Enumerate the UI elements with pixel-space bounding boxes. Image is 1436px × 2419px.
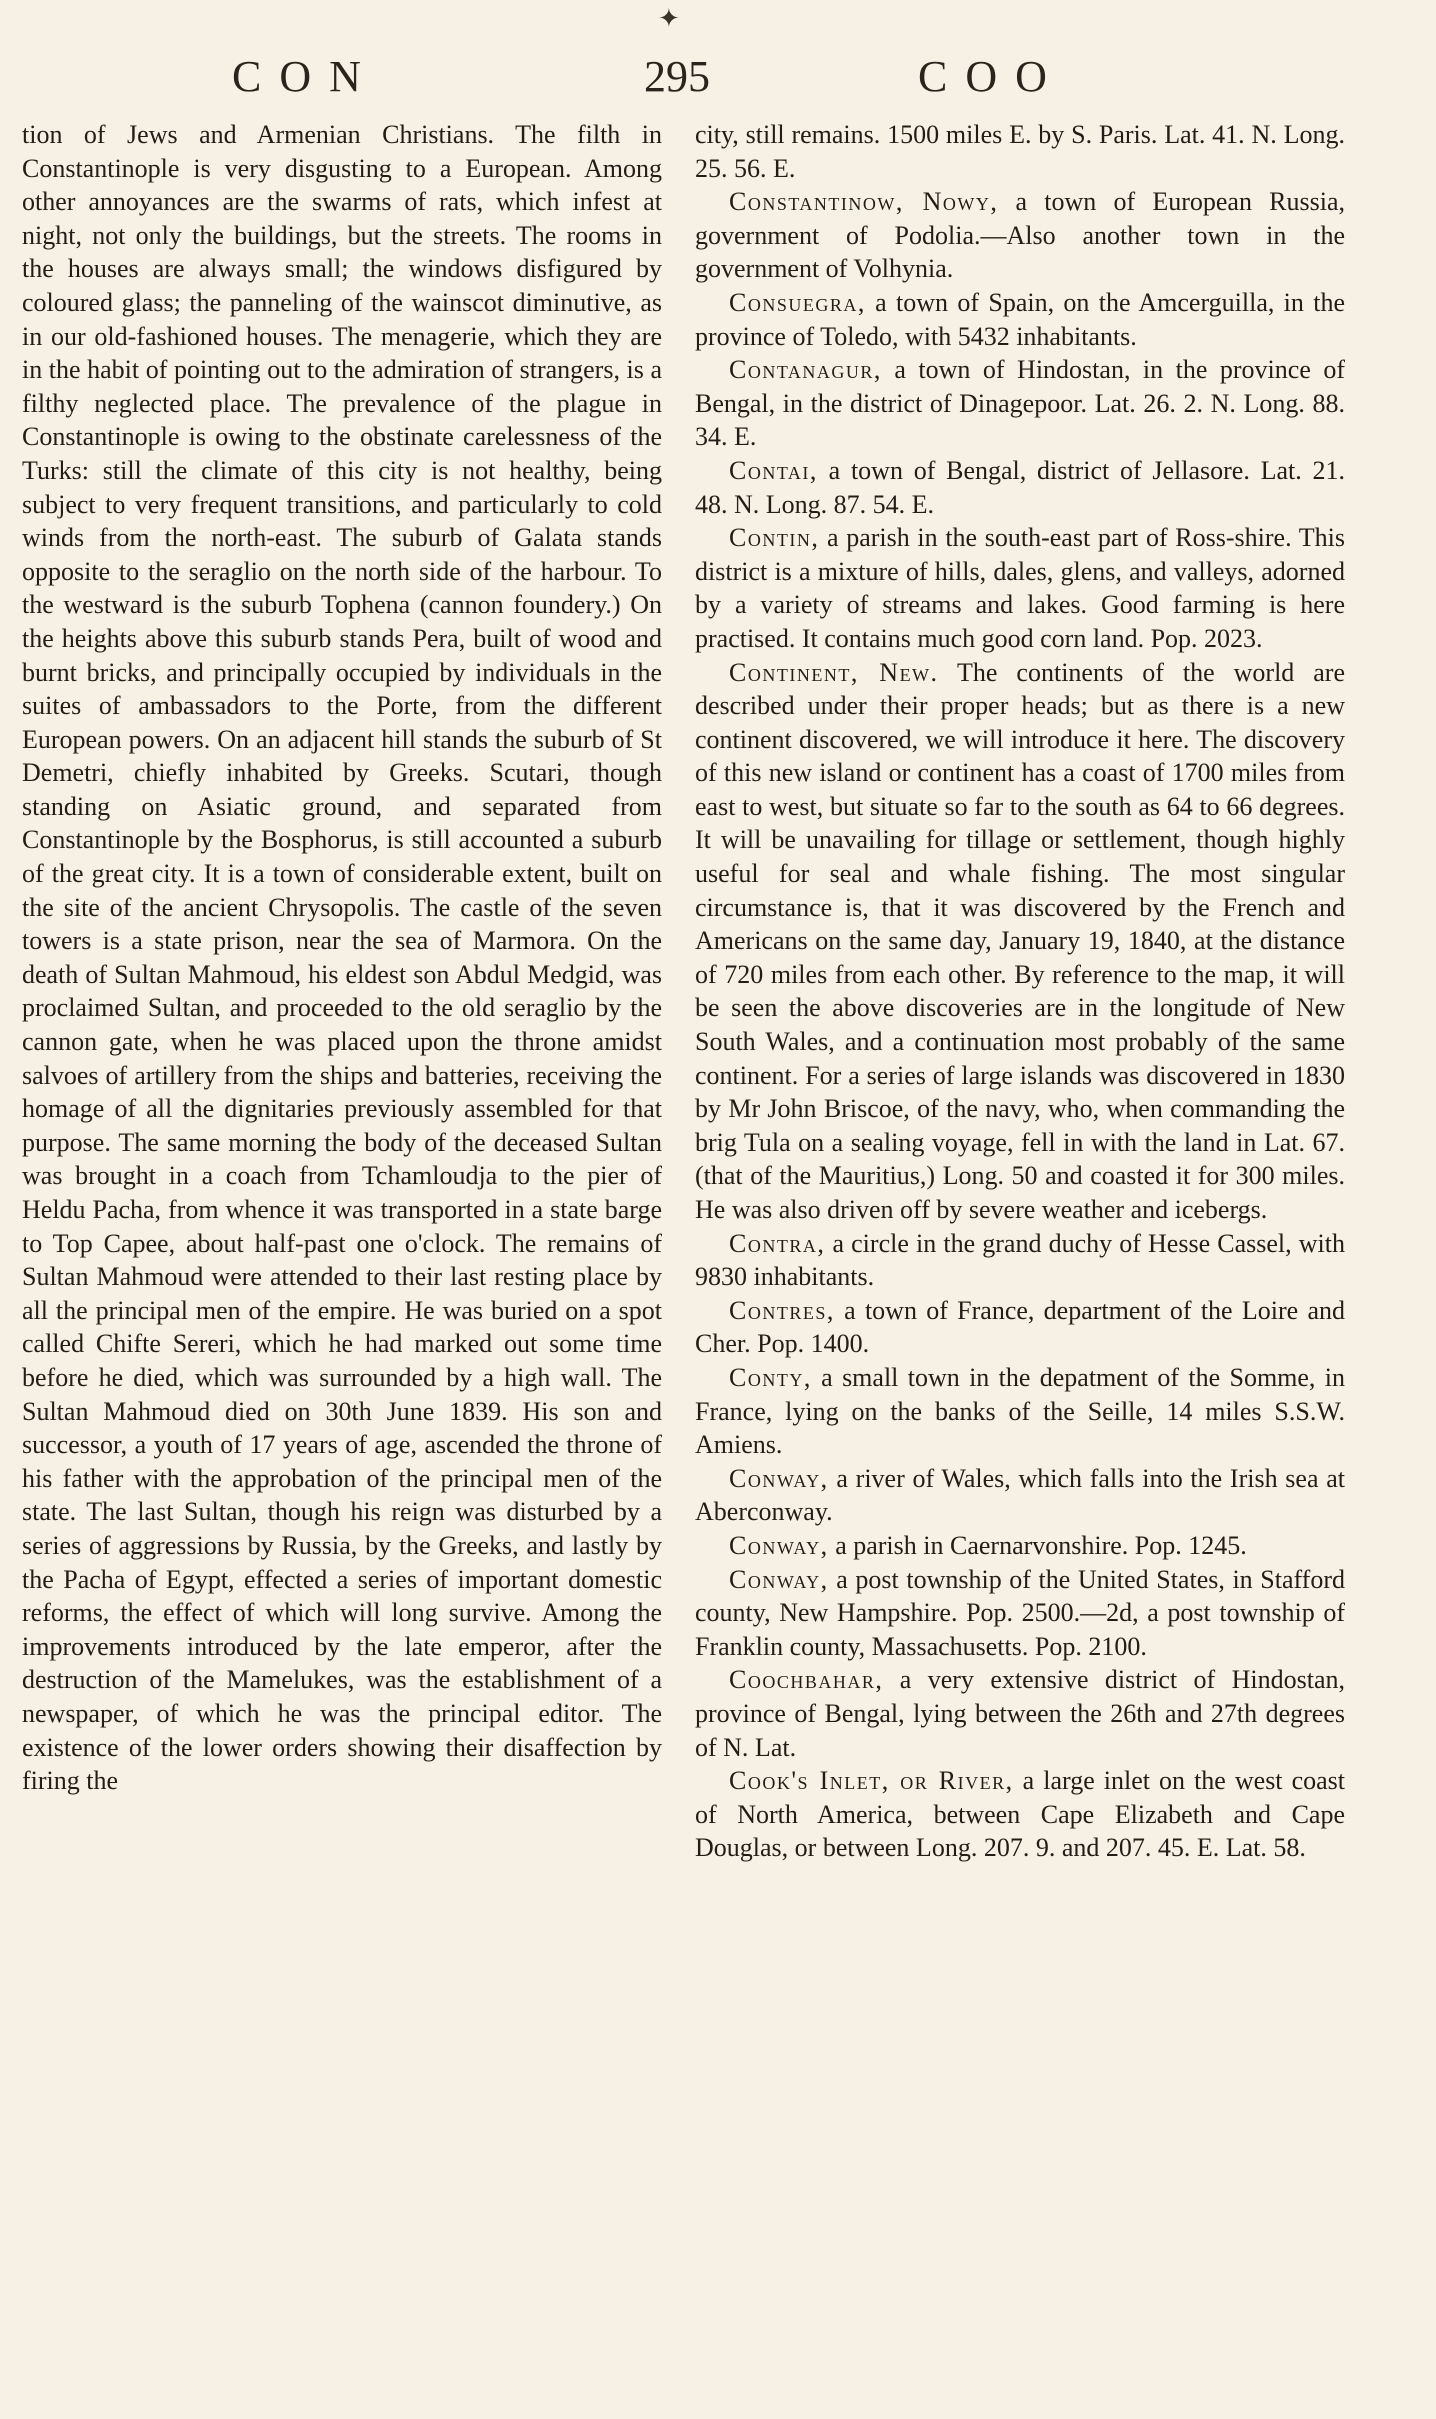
gazetteer-entry bbox=[695, 1227, 1345, 1294]
entry-text: a town of Spain, on the Amcerguilla, in the province of Toledo, with 5432 inhabitants. bbox=[695, 287, 1345, 351]
entry-headword: Consuegra, bbox=[729, 287, 866, 317]
gazetteer-entry bbox=[695, 353, 1345, 454]
gazetteer-entry bbox=[695, 1294, 1345, 1361]
gazetteer-entry bbox=[695, 1663, 1345, 1764]
ornament-glyph: ✦ bbox=[658, 4, 680, 33]
entry-headword: Coochbahar, bbox=[729, 1665, 884, 1695]
gazetteer-entry bbox=[695, 656, 1345, 1227]
gazetteer-entry bbox=[695, 286, 1345, 353]
gazetteer-entry bbox=[695, 1764, 1345, 1865]
entry-text: a post township of the United States, in Stafford county, New Hampshire. Pop. 2500.—2d, a post township of Franklin county, Massachusetts. Pop. 2100. bbox=[695, 1564, 1345, 1661]
entry-text: a circle in the grand duchy of Hesse Cassel, with 9830 inhabitants. bbox=[695, 1228, 1345, 1292]
entry-text: a town of Hindostan, in the province of Bengal, in the district of Dinagepoor. Lat. 26. 2. N. Long. 88. 34. E. bbox=[695, 355, 1345, 452]
entry-headword: Contanagur, bbox=[729, 355, 882, 385]
entry-text: The continents of the world are described under their proper heads; but as there is a new continent discovered, we will introduce it here. The discovery of this new island or continent has a coast of 1700 miles from east to west, but situate so far to the south as 64 to 66 degrees. It will be unavailing for tillage or settlement, though highly useful for seal and whale fishing. The most singular circumstance is, that it was discovered by the French and Americans on the same day, January 19, 1840, at the distance of 720 miles from each other. By reference to the map, it will be seen the above discoveries are in the longitude of New South Wales, and a continuation most probably of the same continent. For a series of large islands was discovered in 1830 by Mr John Briscoe, of the navy, who, when commanding the brig Tula on a sealing voyage, fell in with the land in Lat. 67. (that of the Mauritius,) Long. 50 and coasted it for 300 miles. He was also driven off by severe weather and icebergs. bbox=[695, 657, 1345, 1224]
entry-headword: Contres, bbox=[729, 1295, 835, 1325]
entry-text: a parish in Caernarvonshire. Pop. 1245. bbox=[828, 1530, 1247, 1560]
continuation-text: city, still remains. 1500 miles E. by S. Paris. Lat. 41. N. Long. 25. 56. E. bbox=[695, 120, 1345, 183]
page-number: 295 bbox=[644, 52, 710, 101]
entry-headword: Contra, bbox=[729, 1228, 826, 1258]
gazetteer-entry bbox=[695, 454, 1345, 521]
left-column bbox=[22, 118, 662, 2398]
entry-text: a very extensive district of Hindostan, province of Bengal, lying between the 26th and 27th degrees of N. Lat. bbox=[695, 1665, 1345, 1762]
entry-text: a river of Wales, which falls into the Irish sea at Aberconway. bbox=[695, 1463, 1345, 1527]
running-head-right: COO bbox=[918, 52, 1065, 101]
gazetteer-entry bbox=[695, 1529, 1345, 1563]
entry-text: a large inlet on the west coast of North America, between Cape Elizabeth and Cape Douglas, or between Long. 207. 9. and 207. 45. E. Lat. 58. bbox=[695, 1766, 1345, 1863]
entry-headword: Contin, bbox=[729, 523, 820, 553]
left-column-text: tion of Jews and Armenian Christians. The filth in Constantinople is very disgusting to a European. Among other annoyances are the swarms of rats, which infest at night, not only the buildings, but the streets. The rooms in the houses are always small; the windows disfigured by coloured glass; the panneling of the wainscot diminutive, as in our old-fashioned houses. The menagerie, which they are in the habit of pointing out to the admiration of strangers, is a filthy neglected place. The prevalence of the plague in Constantinople is owing to the obstinate carelessness of the Turks: still the climate of this city is not healthy, being subject to very frequent transitions, and particularly to cold winds from the north-east. The suburb of Galata stands opposite to the seraglio on the north side of the harbour. To the westward is the suburb Tophena (cannon foundery.) On the heights above this suburb stands Pera, built of wood and burnt bricks, and principally occupied by individuals in the suites of ambassadors to the Porte, from the different European powers. On an adjacent hill stands the suburb of St Demetri, chiefly inhabited by Greeks. Scutari, though standing on Asiatic ground, and separated from Constantinople by the Bosphorus, is still accounted a suburb of the great city. It is a town of considerable extent, built on the site of the ancient Chrysopolis. The castle of the seven towers is a state prison, near the sea of Marmora. On the death of Sultan Mahmoud, his eldest son Abdul Medgid, was proclaimed Sultan, and proceeded to the old seraglio by the cannon gate, when he was placed upon the throne amidst salvoes of artillery from the ships and batteries, receiving the homage of all the dignitaries previously assembled for that purpose. The same morning the body of the deceased Sultan was brought in a coach from Tchamloudja to the pier of Heldu Pacha, from whence it was transported in a state barge to Top Capee, about half-past one o'clock. The remains of Sultan Mahmoud were attended to their last resting place by all the principal men of the empire. He was buried on a spot called Chifte Sereri, which he had marked out some time before he died, which was surrounded by a high wall. The Sultan Mahmoud died on 30th June 1839. His son and successor, a youth of 17 years of age, ascended the throne of his father with the approbation of the principal men of the state. The last Sultan, though his reign was disturbed by a series of aggressions by Russia, by the Greeks, and lastly by the Pacha of Egypt, effected a series of important domestic reforms, the effect of which will long survive. Among the improvements introduced by the late emperor, after the destruction of the Mamelukes, was the establishment of a newspaper, of which he was the principal editor. The existence of the lower orders showing their disaffection by firing the bbox=[22, 120, 662, 1796]
entry-headword: Conway, bbox=[729, 1530, 829, 1560]
gazetteer-entry bbox=[695, 185, 1345, 286]
entry-headword: Contai, bbox=[729, 455, 818, 485]
gazetteer-entry bbox=[695, 521, 1345, 655]
gazetteer-entry bbox=[695, 1462, 1345, 1529]
entry-headword: Conway, bbox=[729, 1564, 829, 1594]
entry-text: a town of European Russia, government of Podolia.—Also another town in the government of Volhynia. bbox=[695, 187, 1345, 284]
entry-list bbox=[695, 185, 1345, 1865]
running-head-left: CON bbox=[232, 52, 379, 101]
entry-headword: Cook's Inlet, or River, bbox=[729, 1766, 1014, 1796]
entry-text: a town of France, department of the Loire and Cher. Pop. 1400. bbox=[695, 1295, 1345, 1359]
entry-text: a town of Bengal, district of Jellasore. Lat. 21. 48. N. Long. 87. 54. E. bbox=[695, 455, 1345, 519]
right-column bbox=[695, 118, 1345, 2398]
entry-headword: Constantinow, Nowy, bbox=[729, 187, 999, 217]
gazetteer-entry bbox=[695, 1563, 1345, 1664]
running-head bbox=[0, 52, 1436, 102]
entry-text: a small town in the depatment of the Somme, in France, lying on the banks of the Seille, 14 miles S.S.W. Amiens. bbox=[695, 1362, 1345, 1460]
entry-headword: Continent, New. bbox=[729, 657, 939, 687]
entry-headword: Conway, bbox=[729, 1463, 829, 1493]
entry-headword: Conty, bbox=[729, 1362, 812, 1392]
gazetteer-entry bbox=[695, 1361, 1345, 1462]
entry-text: a parish in the south-east part of Ross-shire. This district is a mixture of hills, dales, glens, and valleys, adorned by a variety of streams and lakes. Good farming is here practised. It contains much good corn land. Pop. 2023. bbox=[695, 523, 1345, 653]
